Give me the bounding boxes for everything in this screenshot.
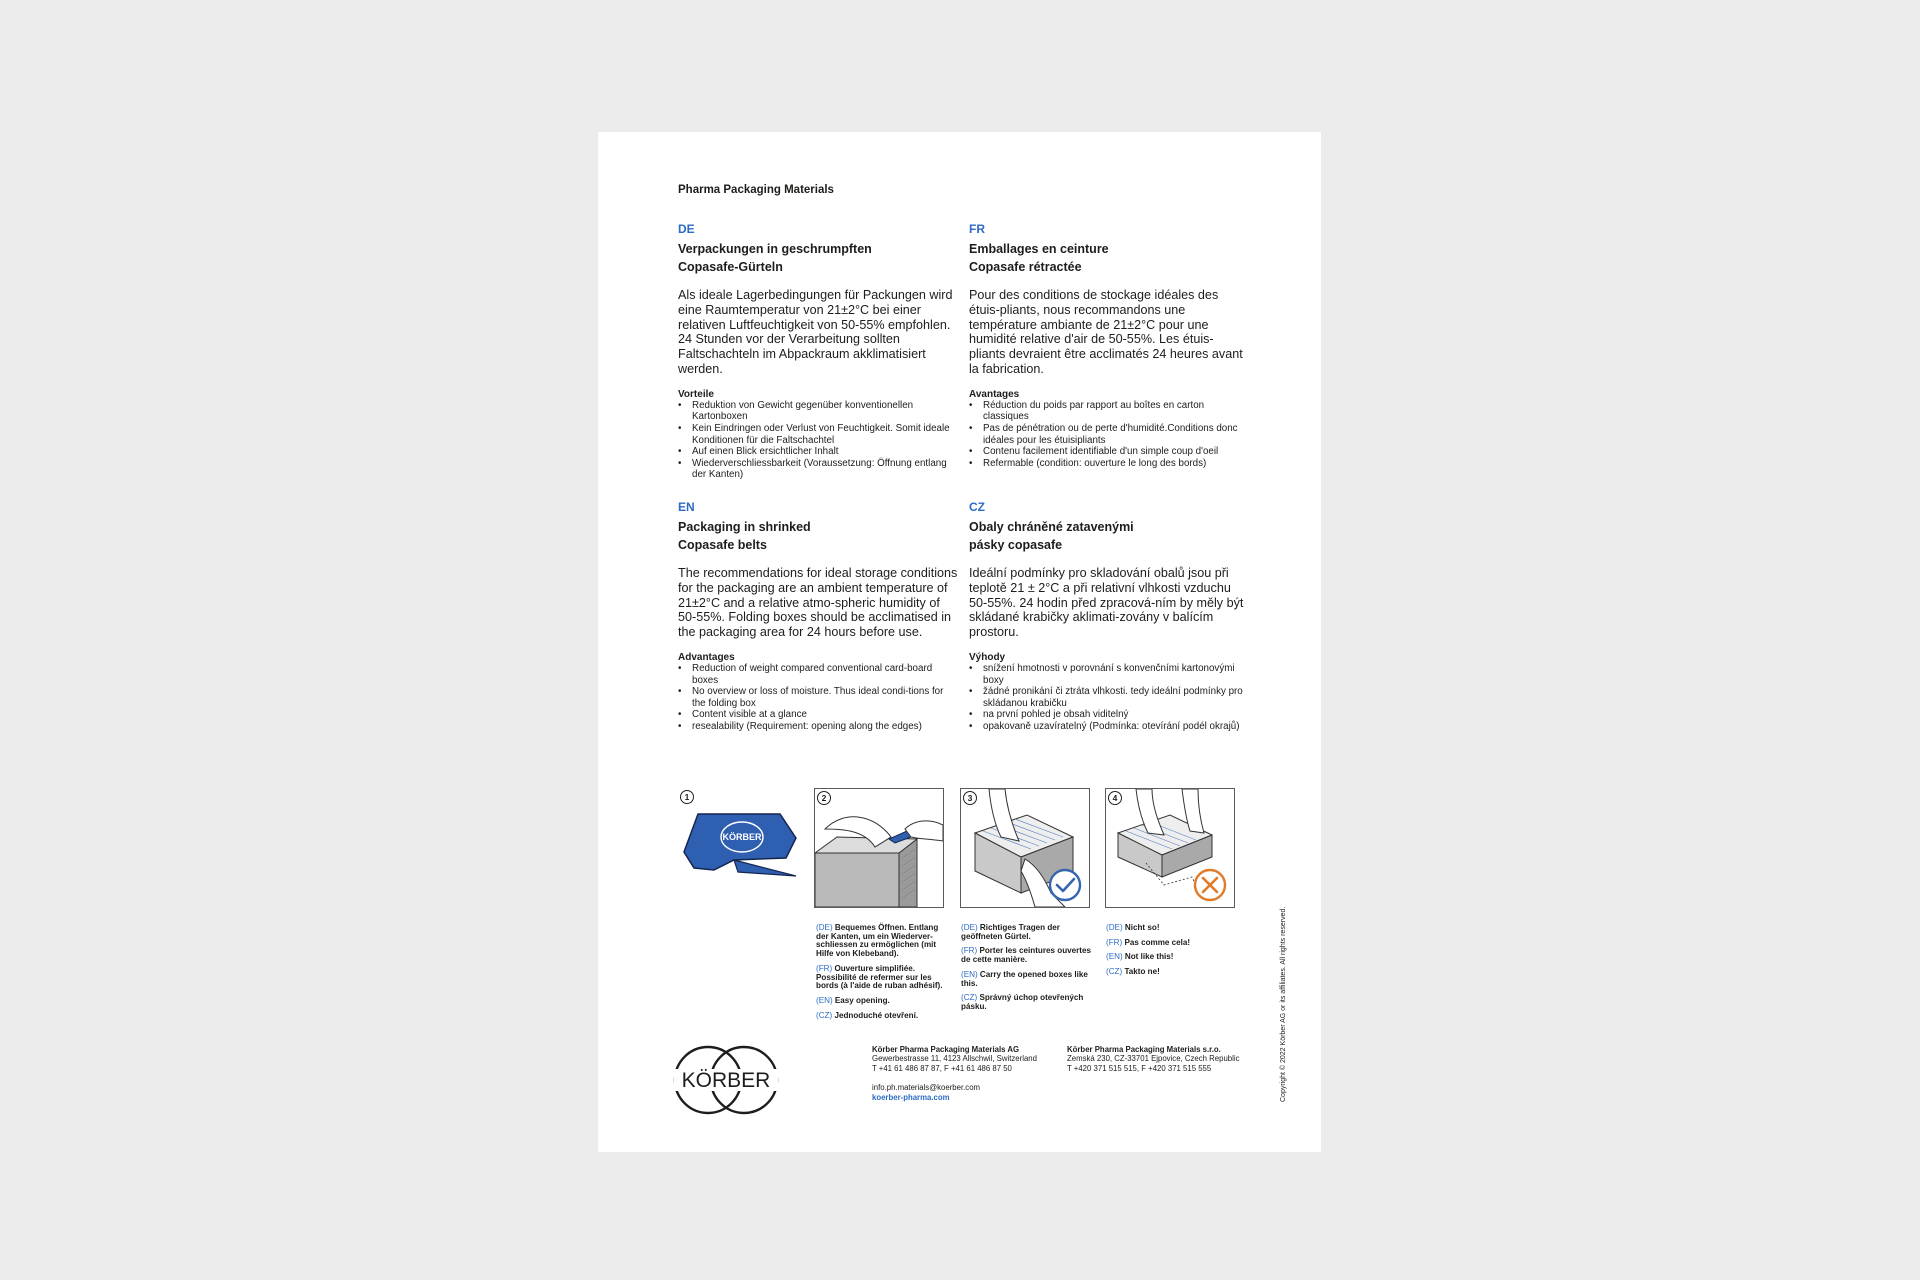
advantages-title: Advantages — [678, 651, 735, 663]
address-line: Gewerbestrasse 11, 4123 Allschwil, Switzerland — [872, 1054, 1037, 1064]
company-name: Körber Pharma Packaging Materials AG — [872, 1045, 1020, 1054]
cutter-tool-icon — [678, 788, 806, 906]
section-heading-line1: Packaging in shrinked — [678, 520, 811, 534]
phone-line: T +420 371 515 515, F +420 371 515 555 — [1067, 1063, 1212, 1073]
step-3-illustration — [960, 788, 1090, 908]
koerber-logo — [670, 1042, 782, 1123]
brand-line: Pharma Packaging Materials — [678, 184, 834, 196]
caption-text: Bequemes Öffnen. Entlang der Kanten, um ein Wiederver-schliessen zu ermöglichen (mit Hilfe von Klebeband). — [816, 923, 939, 959]
caption-text: Easy opening. — [834, 995, 890, 1005]
list-item: • Wiederverschliessbarkeit (Voraussetzung: Öffnung entlang der Kanten) — [678, 458, 958, 481]
caption-lang-code: (CZ) — [1106, 967, 1123, 977]
address-line: Zemská 230, CZ-33701 Ejpovice, Czech Republic — [1067, 1054, 1240, 1064]
list-item: • No overview or loss of moisture. Thus ideal condi-tions for the folding box — [678, 686, 958, 709]
caption-line — [816, 1012, 946, 1021]
caption-text: Not like this! — [1124, 952, 1174, 962]
caption-line — [1106, 939, 1236, 948]
address-sro — [1067, 1045, 1239, 1073]
section-intro: Ideální podmínky pro skladování obalů jsou při teplotě 21 ± 2°C a při relativní vlhkosti vzduchu 50-55%. 24 hodin před zpracová-ním by měly být skládané krabičky aklimati-zovány v balícím prostoru. — [969, 566, 1244, 640]
list-item: • Content visible at a glance — [678, 709, 958, 721]
list-item: • žádné pronikání či ztráta vlhkosti. tedy ideální podmínky pro skládanou krabičku — [969, 686, 1249, 709]
section-heading-line2: Copasafe belts — [678, 538, 767, 552]
caption-line — [816, 924, 946, 959]
carry-wrong-icon — [1106, 789, 1234, 907]
section-heading-line1: Verpackungen in geschrumpften — [678, 242, 872, 256]
advantages-title: Výhody — [969, 651, 1006, 663]
caption-text: Jednoduché otevření. — [834, 1010, 919, 1020]
step-number: 4 — [1108, 791, 1122, 805]
caption-text: Nicht so! — [1124, 923, 1160, 932]
caption-lang-code: (FR) — [816, 963, 833, 973]
caption-text: Ouverture simplifiée. Possibilité de refermer sur les bords (à l'aide de ruban adhésif). — [816, 963, 943, 991]
phone-line: T +41 61 486 87 87, F +41 61 486 87 50 — [872, 1063, 1012, 1073]
section-heading-line2: Copasafe-Gürteln — [678, 260, 783, 274]
carry-correct-icon — [961, 789, 1089, 907]
section-cz — [969, 500, 1249, 733]
step-4-captions — [1106, 924, 1236, 983]
section-en — [678, 500, 958, 733]
document-page — [598, 132, 1321, 1152]
caption-text: Carry the opened boxes like this. — [961, 969, 1088, 988]
section-heading-line1: Emballages en ceinture — [969, 242, 1109, 256]
caption-line — [961, 994, 1091, 1011]
caption-line — [816, 965, 946, 991]
list-item: • Refermable (condition: ouverture le long des bords) — [969, 458, 1249, 470]
list-item: • snížení hmotnosti v porovnání s konvenčními kartonovými boxy — [969, 663, 1249, 686]
list-item: • Reduction of weight compared conventional card-board boxes — [678, 663, 958, 686]
step-number: 1 — [680, 790, 694, 804]
section-intro: The recommendations for ideal storage conditions for the packaging are an ambient temperature of 21±2°C and a relative atmo-spheric humidity of 50-55%. Folding boxes should be acclimatised in the packaging area for 24 hours before use. — [678, 566, 958, 640]
copyright-notice: Copyright © 2022 Körber AG or its affiliates. All rights reserved. — [1280, 906, 1287, 1102]
advantages-list — [969, 400, 1249, 470]
caption-lang-code: (FR) — [1106, 937, 1123, 947]
caption-line — [816, 997, 946, 1006]
caption-line — [961, 924, 1091, 941]
step-number: 2 — [817, 791, 831, 805]
caption-text: Richtiges Tragen der geöffneten Gürtel. — [961, 923, 1060, 941]
list-item: • opakovaně uzavíratelný (Podmínka: otevírání podél okrajů) — [969, 721, 1249, 733]
caption-lang-code: (CZ) — [816, 1010, 833, 1020]
caption-lang-code: (FR) — [961, 946, 978, 956]
logo-text: KÖRBER — [681, 1069, 771, 1092]
check-icon — [1050, 870, 1080, 900]
step-number: 3 — [963, 791, 977, 805]
caption-line — [961, 971, 1091, 988]
list-item: • resealability (Requirement: opening along the edges) — [678, 721, 958, 733]
caption-text: Správný úchop otevřených pásku. — [961, 993, 1084, 1011]
caption-line — [1106, 968, 1236, 977]
step-3-captions — [961, 924, 1091, 1018]
step-2-illustration — [814, 788, 944, 908]
company-name: Körber Pharma Packaging Materials s.r.o. — [1067, 1045, 1221, 1054]
language-code: DE — [678, 222, 695, 236]
caption-lang-code: (DE) — [1106, 923, 1123, 932]
advantages-list — [678, 663, 958, 733]
language-code: EN — [678, 500, 695, 514]
caption-lang-code: (DE) — [961, 923, 978, 932]
advantages-title: Vorteile — [678, 388, 714, 400]
advantages-title: Avantages — [969, 388, 1020, 400]
contact-block — [872, 1083, 980, 1103]
list-item: • na první pohled je obsah viditelný — [969, 709, 1249, 721]
caption-line — [1106, 924, 1236, 933]
caption-line — [1106, 953, 1236, 962]
caption-lang-code: (CZ) — [961, 993, 978, 1003]
section-heading-line2: Copasafe rétractée — [969, 260, 1082, 274]
section-heading-line1: Obaly chráněné zatavenými — [969, 520, 1134, 534]
section-fr — [969, 222, 1249, 469]
language-code: FR — [969, 222, 985, 236]
list-item: • Auf einen Blick ersichtlicher Inhalt — [678, 446, 958, 458]
language-code: CZ — [969, 500, 985, 514]
caption-line — [961, 947, 1091, 964]
caption-text: Pas comme cela! — [1124, 937, 1191, 947]
list-item: • Kein Eindringen oder Verlust von Feuchtigkeit. Somit ideale Konditionen für die Faltschachtel — [678, 423, 958, 446]
step-4-illustration — [1105, 788, 1235, 908]
section-intro: Als ideale Lagerbedingungen für Packungen wird eine Raumtemperatur von 21±2°C bei einer relativen Luftfeuchtigkeit von 50-55% empfohlen. 24 Stunden vor der Verarbeitung sollten Faltschachteln im Abpackraum akklimatisiert werden. — [678, 288, 953, 376]
list-item: • Contenu facilement identifiable d'un simple coup d'oeil — [969, 446, 1249, 458]
caption-lang-code: (DE) — [816, 923, 833, 932]
cutter-logo-text: KÖRBER — [722, 832, 762, 842]
section-heading-line2: pásky copasafe — [969, 538, 1063, 552]
list-item: • Pas de pénétration ou de perte d'humidité.Conditions donc idéales pour les étuisipliants — [969, 423, 1249, 446]
caption-lang-code: (EN) — [1106, 952, 1123, 962]
caption-lang-code: (EN) — [816, 995, 833, 1005]
step-1-illustration — [678, 788, 806, 906]
address-ag — [872, 1045, 1037, 1073]
website-link[interactable]: koerber-pharma.com — [872, 1093, 950, 1102]
advantages-list — [678, 400, 958, 481]
caption-text: Porter les ceintures ouvertes de cette manière. — [961, 946, 1091, 965]
koerber-logo-icon — [670, 1042, 782, 1118]
caption-lang-code: (EN) — [961, 969, 978, 979]
list-item: • Reduktion von Gewicht gegenüber konventionellen Kartonboxen — [678, 400, 958, 423]
list-item: • Réduction du poids par rapport au boîtes en carton classiques — [969, 400, 1249, 423]
advantages-list — [969, 663, 1249, 733]
opening-box-icon — [815, 789, 943, 907]
section-de — [678, 222, 958, 481]
section-intro: Pour des conditions de stockage idéales des étuis-pliants, nous recommandons une température ambiante de 21±2°C pour une humidité relative d'air de 50-55%. Les étuis-pliants devraient être acclimatés 24 heures avant la fabrication. — [969, 288, 1243, 376]
caption-text: Takto ne! — [1124, 967, 1160, 977]
step-2-captions — [816, 924, 946, 1026]
email-link[interactable]: info.ph.materials@koerber.com — [872, 1083, 981, 1092]
